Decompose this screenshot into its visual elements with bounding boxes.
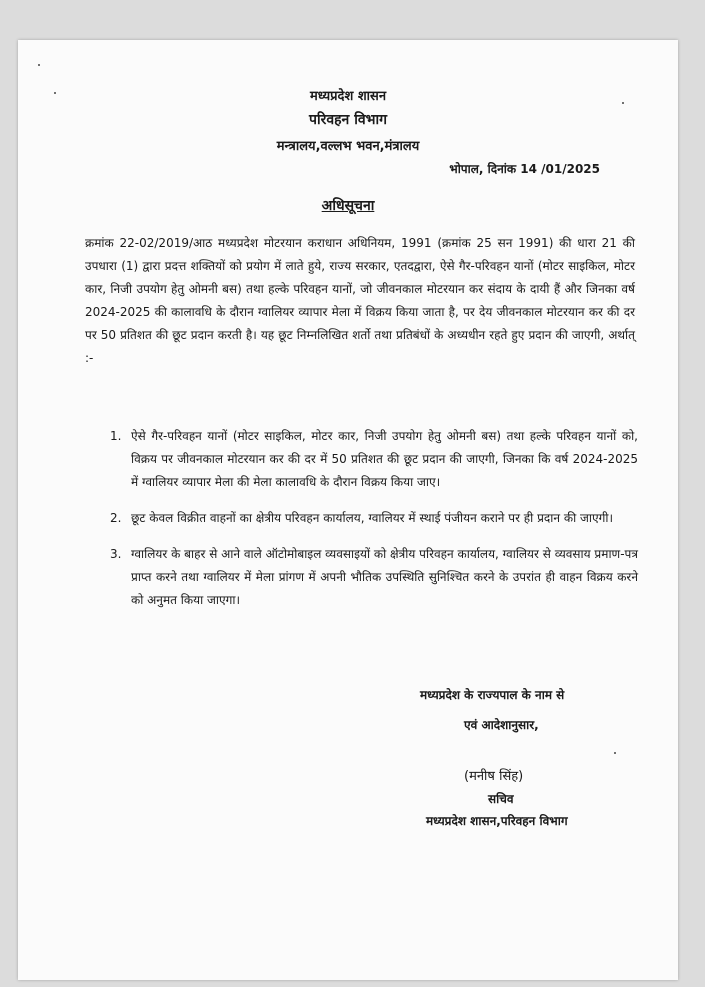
scan-speck [54,92,56,94]
signature-authority-line: मध्यप्रदेश के राज्यपाल के नाम से [420,688,565,702]
condition-item [110,425,638,494]
condition-text: ग्वालियर के बाहर से आने वाले ऑटोमोबाइल व्यवसाइयों को क्षेत्रीय परिवहन कार्यालय, ग्वालियर से व्यवसाय प्रमाण-पत्र प्राप्त करने तथा ग्वालियर में मेला प्रांगण में अपनी भौतिक उपस्थिति सुनिश्चित करने के उपरांत ही वाहन विक्रय करने को अनुमत किया जाएगा। [131,547,638,607]
signature-order-line: एवं आदेशानुसार, [464,718,539,732]
condition-number: 3. [110,547,122,561]
office-heading: मन्त्रालय,वल्लभ भवन,मंत्रालय [276,139,420,154]
signatory-name: (मनीष सिंह) [464,769,524,784]
scan-speck [614,752,616,754]
condition-number: 2. [110,511,122,525]
signatory-designation: सचिव [488,792,514,806]
conditions-list [110,425,638,625]
condition-item [110,507,638,530]
government-heading: मध्यप्रदेश शासन [309,89,387,104]
scan-speck [622,102,624,104]
scan-speck [38,64,40,66]
department-heading: परिवहन विभाग [309,112,387,128]
condition-text: छूट केवल विक्रीत वाहनों का क्षेत्रीय परिवहन कार्यालय, ग्वालियर में स्थाई पंजीयन कराने पर ही प्रदान की जाएगी। [131,511,614,525]
document-page [18,40,678,980]
condition-item [110,543,638,612]
place-date: भोपाल, दिनांक 14 /01/2025 [449,162,600,176]
notice-paragraph: क्रमांक 22-02/2019/आठ मध्यप्रदेश मोटरयान कराधान अधिनियम, 1991 (क्रमांक 25 सन 1991) की धारा 21 की उपधारा (1) द्वारा प्रदत्त शक्तियों को प्रयोग में लाते हुये, राज्य सरकार, एतदद्वारा, ऐसे गैर-परिवहन यानों (मोटर साइकिल, मोटर कार, निजी उपयोग हेतु ओमनी बस) तथा हल्के परिवहन यानों, जो जीवनकाल मोटरयान कर संदाय के दायी हैं और जिनका वर्ष 2024-2025 की कालावधि के दौरान ग्वालियर व्यापार मेला में विक्रय किया जाता है, पर देय जीवनकाल मोटरयान कर की दर पर 50 प्रतिशत की छूट प्रदान करती है। यह छूट निम्नलिखित शर्तो तथा प्रतिबंधों के अध्यधीन रहते हुए प्रदान की जाएगी, अर्थात् :- [85,236,635,365]
condition-text: ऐसे गैर-परिवहन यानों (मोटर साइकिल, मोटर कार, निजी उपयोग हेतु ओमनी बस) तथा हल्के परिवहन यानों को, विक्रय पर जीवनकाल मोटरयान कर की दर में 50 प्रतिशत की छूट प्रदान की जाएगी, जिनका कि वर्ष 2024-2025 में ग्वालियर व्यापार मेला की मेला कालावधि के दौरान विक्रय किया जाए। [131,429,638,489]
signatory-department: मध्यप्रदेश शासन,परिवहन विभाग [426,814,568,828]
notice-title: अधिसूचना [321,198,375,214]
condition-number: 1. [110,429,122,443]
